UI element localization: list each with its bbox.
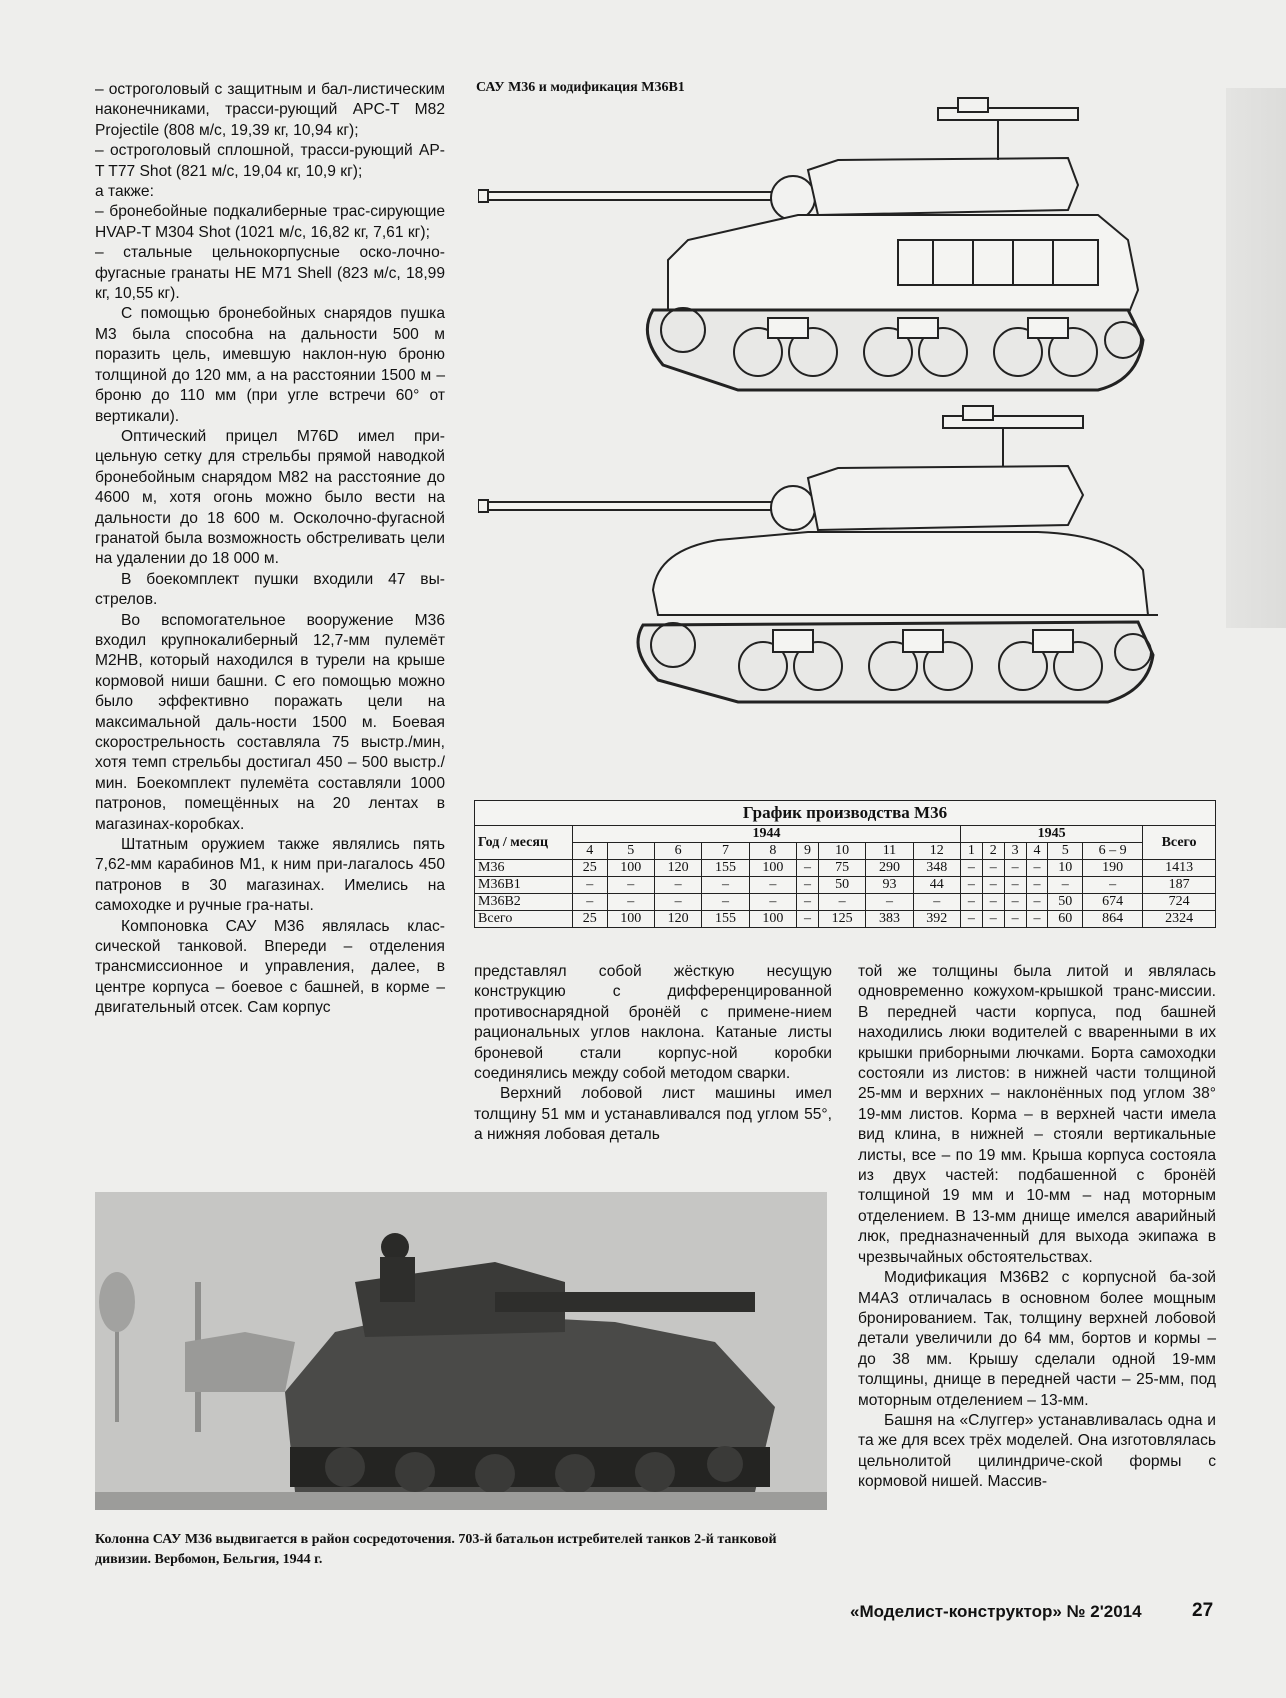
month-header: 6 (654, 843, 701, 860)
table-cell: – (749, 877, 796, 894)
year-1945: 1945 (960, 826, 1142, 843)
table-cell: 392 (913, 911, 960, 928)
table-cell: 25 (573, 911, 608, 928)
table-cell: 2324 (1143, 911, 1216, 928)
total-header: Всего (1143, 826, 1216, 860)
table-cell: – (960, 911, 982, 928)
table-cell: – (1004, 894, 1026, 911)
table-cell: 120 (654, 860, 701, 877)
table-cell: – (1026, 894, 1048, 911)
month-header: 3 (1004, 843, 1026, 860)
table-cell: 60 (1048, 911, 1083, 928)
table-cell: 724 (1143, 894, 1216, 911)
month-header: 9 (797, 843, 819, 860)
table-cell: 93 (866, 877, 913, 894)
month-header: 12 (913, 843, 960, 860)
tank-drawing-m36b1 (478, 400, 1208, 720)
paragraph: – остроголовый сплошной, трасси-рующий AP-T T77 Shot (821 м/с, 19,04 кг, 10,9 кг); (95, 142, 445, 180)
table-cell: 155 (702, 860, 749, 877)
table-cell: – (1026, 911, 1048, 928)
table-row (475, 911, 1216, 928)
paragraph: Штатным оружием также являлись пять 7,62-мм карабинов M1, к ним при-лагалось 450 патронов в 30 магазинах. Имелись на самоходке и ручные гра-наты. (95, 836, 445, 915)
table-cell: 75 (818, 860, 865, 877)
table-cell: 155 (702, 911, 749, 928)
page-number: 27 (1192, 1600, 1214, 1621)
tank-drawing-m36 (478, 90, 1208, 410)
production-grid (474, 825, 1216, 928)
table-cell: – (654, 894, 701, 911)
table-row (475, 860, 1216, 877)
table-cell: 25 (573, 860, 608, 877)
paragraph: – бронебойные подкалиберные трас-сирующие HVAP-T M304 Shot (1021 м/с, 16,82 кг, 7,61 кг); (95, 203, 445, 241)
table-cell: – (1004, 877, 1026, 894)
paragraph: Компоновка САУ M36 являлась клас-сической танковой. Впереди – отделения трансмиссионное и управления, далее, в центре корпуса – боевое с башней, в корме – двигательный отсек. Сам корпус (95, 917, 445, 1017)
row-label: M36 (475, 860, 573, 877)
tank-column-photo (95, 1192, 827, 1510)
table-cell: – (960, 877, 982, 894)
table-cell: – (1004, 860, 1026, 877)
table-cell: – (607, 877, 654, 894)
table-cell: – (702, 877, 749, 894)
table-cell: – (654, 877, 701, 894)
text-column-middle (474, 962, 832, 1146)
table-cell: 100 (749, 860, 796, 877)
month-header: 1 (960, 843, 982, 860)
paragraph: представлял собой жёсткую несущую конструкцию с дифференцированной противоснарядной бронёй с примене-нием рациональных углов наклона. Катаные листы броневой стали корпус-ной коробки соединялись между собой методом сварки. (474, 963, 832, 1083)
row-label: M36B2 (475, 894, 573, 911)
table-row (475, 877, 1216, 894)
paragraph: Верхний лобовой лист машины имел толщину 51 мм и устанавливался под углом 55°, а нижняя лобовая деталь (474, 1085, 832, 1144)
table-cell: – (797, 894, 819, 911)
table-cell: – (573, 877, 608, 894)
row-label: Всего (475, 911, 573, 928)
month-header: 7 (702, 843, 749, 860)
magazine-footer: «Моделист-конструктор» № 2'2014 (850, 1602, 1142, 1621)
paragraph: Модификация M36B2 с корпусной ба-зой M4A3 отличалась в основном более мощным бронированием. Так, толщину верхней лобовой детали увеличили до 64 мм, бортов и кормы – до 38 мм. Крышу сделали одной 19-мм толщины, днище в передней части – 25-мм, под моторным отделением – 13-мм. (858, 1269, 1216, 1409)
table-cell: 120 (654, 911, 701, 928)
table-cell: – (982, 860, 1004, 877)
table-cell: – (749, 894, 796, 911)
table-cell: – (982, 877, 1004, 894)
month-row (475, 843, 1216, 860)
table-cell: – (573, 894, 608, 911)
table-cell: – (1004, 911, 1026, 928)
photo-caption: Колонна САУ M36 выдвигается в район сосредоточения. 703-й батальон истребителей танков 2-й танковой дивизии. Вербомон, Бельгия, 1944 г. (95, 1532, 777, 1567)
month-header: 6 – 9 (1083, 843, 1143, 860)
table-cell: – (913, 894, 960, 911)
table-cell: – (960, 860, 982, 877)
table-cell: 50 (1048, 894, 1083, 911)
paragraph: – остроголовый с защитным и бал-листическим наконечниками, трасси-рующий APC-T M82 Projectile (808 м/с, 19,39 кг, 10,94 кг); (95, 81, 445, 139)
table-cell: 10 (1048, 860, 1083, 877)
table-cell: – (982, 894, 1004, 911)
table-row (475, 894, 1216, 911)
table-cell: – (960, 894, 982, 911)
table-cell: – (797, 877, 819, 894)
paragraph: Оптический прицел M76D имел при-цельную сетку для стрельбы прямой наводкой бронебойным снарядом M82 на расстояние до 4600 м, хотя огонь можно было вести на дальности до 18 600 м. Осколочно-фугасной гранатой была возможность обстреливать цели на удалении до 18 000 м. (95, 427, 445, 568)
table-cell: 100 (607, 911, 654, 928)
table-body (475, 860, 1216, 928)
month-header: 11 (866, 843, 913, 860)
table-cell: 1413 (1143, 860, 1216, 877)
table-cell: – (1083, 877, 1143, 894)
paragraph: той же толщины была литой и являлась одновременно кожухом-крышкой транс-миссии. В передней части корпуса, под башней находились люки водителей с вваренными в их крышки приборными лючками. Борта самоходки состояли из листов: в нижней части толщиной 25-мм и верхних – наклонённых под углом 38° 19-мм листов. Корма – в верхней части имела вид клина, в нижней – стояли вертикальные листы, все – по 19 мм. Крыша корпуса состояла из двух частей: подбашенной с бронёй толщиной 19 мм и 10-мм – над моторным отделением. В 13-мм днище имелся аварийный люк, предназначенный для выхода экипажа в чрезвычайных обстоятельствах. (858, 963, 1216, 1266)
table-cell: – (818, 894, 865, 911)
table-cell: 864 (1083, 911, 1143, 928)
text-column-left (95, 80, 445, 1019)
table-cell: 44 (913, 877, 960, 894)
production-table (474, 800, 1216, 928)
drawing-title: САУ M36 и модификация M36B1 (476, 80, 685, 95)
paragraph: В боекомплект пушки входили 47 вы-стрелов. (95, 570, 445, 609)
row-header: Год / месяц (475, 826, 573, 860)
table-cell: 290 (866, 860, 913, 877)
row-label: M36B1 (475, 877, 573, 894)
month-header: 8 (749, 843, 796, 860)
paragraph: Башня на «Слуггер» устанавливалась одна и та же для всех трёх моделей. Она изготовлялась цельнолитой цилиндриче-ской формы с кормовой нишей. Массив- (858, 1411, 1216, 1491)
text-column-right (858, 962, 1216, 1493)
table-cell: 348 (913, 860, 960, 877)
paragraph: С помощью бронебойных снарядов пушка M3 была способна на дальности 500 м поразить цель, имевшую наклон-ную броню толщиной до 120 мм, а на расстоянии 1500 м – броню до 110 мм (при угле встречи 60° от вертикали). (95, 305, 445, 425)
table-title: График производства M36 (474, 800, 1216, 825)
paragraph: – стальные цельнокорпусные оско-лочно-фугасные гранаты HE M71 Shell (823 м/с, 18,99 кг, 10,55 кг). (95, 244, 445, 303)
month-header: 5 (607, 843, 654, 860)
table-cell: 187 (1143, 877, 1216, 894)
adjacent-page-bleed (1226, 88, 1286, 628)
table-cell: 50 (818, 877, 865, 894)
paragraph: Во вспомогательное вооружение M36 входил крупнокалиберный 12,7-мм пулемёт M2HB, который находился в турели на крыше кормовой ниши башни. С его помощью можно было эффективно поражать цели на максимальной даль-ности 1500 м. Боевая скорострельность составляла 75 выстр./мин, хотя темп стрельбы достигал 450 – 500 выстр./мин. Боекомплект пулемёта составляли 1000 патронов, помещённых на 20 лентах в магазинах-коробках. (95, 611, 445, 833)
table-cell: – (866, 894, 913, 911)
table-cell: – (797, 911, 819, 928)
table-cell: – (702, 894, 749, 911)
month-header: 2 (982, 843, 1004, 860)
table-cell: – (607, 894, 654, 911)
table-cell: – (1048, 877, 1083, 894)
table-cell: – (1026, 877, 1048, 894)
table-cell: 674 (1083, 894, 1143, 911)
month-header: 4 (1026, 843, 1048, 860)
table-cell: – (982, 911, 1004, 928)
table-cell: 190 (1083, 860, 1143, 877)
paragraph: а также: (95, 183, 154, 201)
photo-illustration (95, 1192, 827, 1510)
month-header: 4 (573, 843, 608, 860)
month-header: 5 (1048, 843, 1083, 860)
year-1944: 1944 (573, 826, 961, 843)
table-cell: 125 (818, 911, 865, 928)
table-cell: 100 (749, 911, 796, 928)
table-cell: 100 (607, 860, 654, 877)
table-cell: – (1026, 860, 1048, 877)
table-cell: 383 (866, 911, 913, 928)
table-cell: – (797, 860, 819, 877)
month-header: 10 (818, 843, 865, 860)
